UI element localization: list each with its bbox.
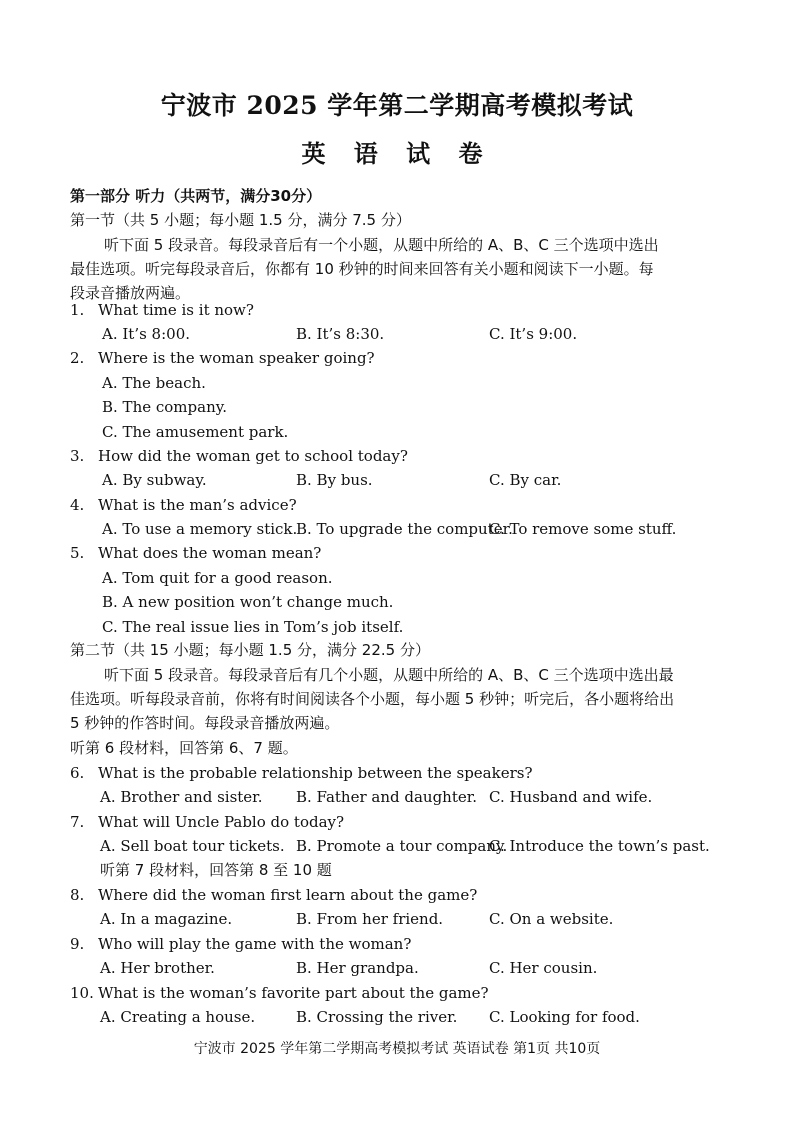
option-b: B. Promote a tour company. <box>296 837 508 855</box>
option-c: C. Her cousin. <box>489 959 598 977</box>
option-c: C. On a website. <box>489 910 614 928</box>
section2-instruction-1: 听下面 5 段录音。每段录音后有几个小题，从题中所给的 A、B、C 三个选项中选出最 <box>104 666 674 684</box>
section1-instruction-1: 听下面 5 段录音。每段录音后有一个小题，从题中所给的 A、B、C 三个选项中选出 <box>104 236 659 254</box>
option-c: C. The amusement park. <box>102 423 289 441</box>
option-b: B. By bus. <box>296 471 373 489</box>
question-number: 2. <box>70 349 85 367</box>
section2-instruction-3: 5 秒钟的作答时间。每段录音播放两遍。 <box>70 714 340 732</box>
question-number: 1. <box>70 301 85 319</box>
option-b: B. To upgrade the computer. <box>296 520 513 538</box>
option-a: A. The beach. <box>102 374 206 392</box>
option-c: C. To remove some stuff. <box>489 520 677 538</box>
question-number: 8. <box>70 886 85 904</box>
question-text: What will Uncle Pablo do today? <box>98 813 345 831</box>
option-b: B. From her friend. <box>296 910 444 928</box>
option-c: C. The real issue lies in Tom’s job itself. <box>102 618 404 636</box>
question-number: 3. <box>70 447 85 465</box>
option-a: A. By subway. <box>102 471 207 489</box>
material-7-label: 听第 7 段材料，回答第 8 至 10 题 <box>100 861 332 879</box>
question-number: 6. <box>70 764 85 782</box>
question-text: What time is it now? <box>98 301 254 319</box>
option-b: B. It’s 8:30. <box>296 325 385 343</box>
exam-subtitle: 英 语 试 卷 <box>301 139 493 168</box>
option-c: C. Husband and wife. <box>489 788 653 806</box>
option-b: B. Crossing the river. <box>296 1008 458 1026</box>
question-text: How did the woman get to school today? <box>98 447 408 465</box>
section1-heading: 第一节（共 5 小题；每小题 1.5 分，满分 7.5 分） <box>70 211 411 229</box>
question-text: Where did the woman first learn about the game? <box>98 886 478 904</box>
exam-title: 宁波市 2025 学年第二学期高考模拟考试 <box>160 91 634 120</box>
option-b: B. Her grandpa. <box>296 959 419 977</box>
section1-instruction-3: 段录音播放两遍。 <box>70 284 191 302</box>
question-number: 10. <box>70 984 94 1002</box>
page-footer: 宁波市 2025 学年第二学期高考模拟考试 英语试卷 第1页 共10页 <box>193 1041 601 1057</box>
option-a: A. Brother and sister. <box>100 788 263 806</box>
material-6-label: 听第 6 段材料，回答第 6、7 题。 <box>70 739 298 757</box>
option-a: A. Tom quit for a good reason. <box>102 569 333 587</box>
question-text: Who will play the game with the woman? <box>98 935 412 953</box>
option-b: B. The company. <box>102 398 227 416</box>
section2-instruction-2: 佳选项。听每段录音前，你将有时间阅读各个小题，每小题 5 秒钟；听完后，各小题将给出 <box>70 690 675 708</box>
question-text: What is the woman’s favorite part about the game? <box>98 984 489 1002</box>
option-b: B. Father and daughter. <box>296 788 478 806</box>
option-a: A. Creating a house. <box>100 1008 256 1026</box>
option-c: C. Looking for food. <box>489 1008 640 1026</box>
section1-instruction-2: 最佳选项。听完每段录音后，你都有 10 秒钟的时间来回答有关小题和阅读下一小题。每 <box>70 260 654 278</box>
option-a: A. Sell boat tour tickets. <box>100 837 285 855</box>
option-a: A. To use a memory stick. <box>102 520 298 538</box>
question-text: What does the woman mean? <box>98 544 322 562</box>
option-a: A. Her brother. <box>100 959 215 977</box>
option-a: A. In a magazine. <box>100 910 233 928</box>
question-number: 4. <box>70 496 85 514</box>
question-number: 7. <box>70 813 85 831</box>
option-c: C. By car. <box>489 471 562 489</box>
question-text: Where is the woman speaker going? <box>98 349 375 367</box>
part1-heading: 第一部分 听力（共两节，满分30分） <box>70 187 322 205</box>
question-number: 5. <box>70 544 85 562</box>
section2-heading: 第二节（共 15 小题；每小题 1.5 分，满分 22.5 分） <box>70 641 430 659</box>
question-text: What is the man’s advice? <box>98 496 297 514</box>
option-c: C. It’s 9:00. <box>489 325 578 343</box>
question-number: 9. <box>70 935 85 953</box>
question-text: What is the probable relationship between the speakers? <box>98 764 533 782</box>
option-c: C. Introduce the town’s past. <box>489 837 710 855</box>
option-a: A. It’s 8:00. <box>102 325 191 343</box>
option-b: B. A new position won’t change much. <box>102 593 394 611</box>
